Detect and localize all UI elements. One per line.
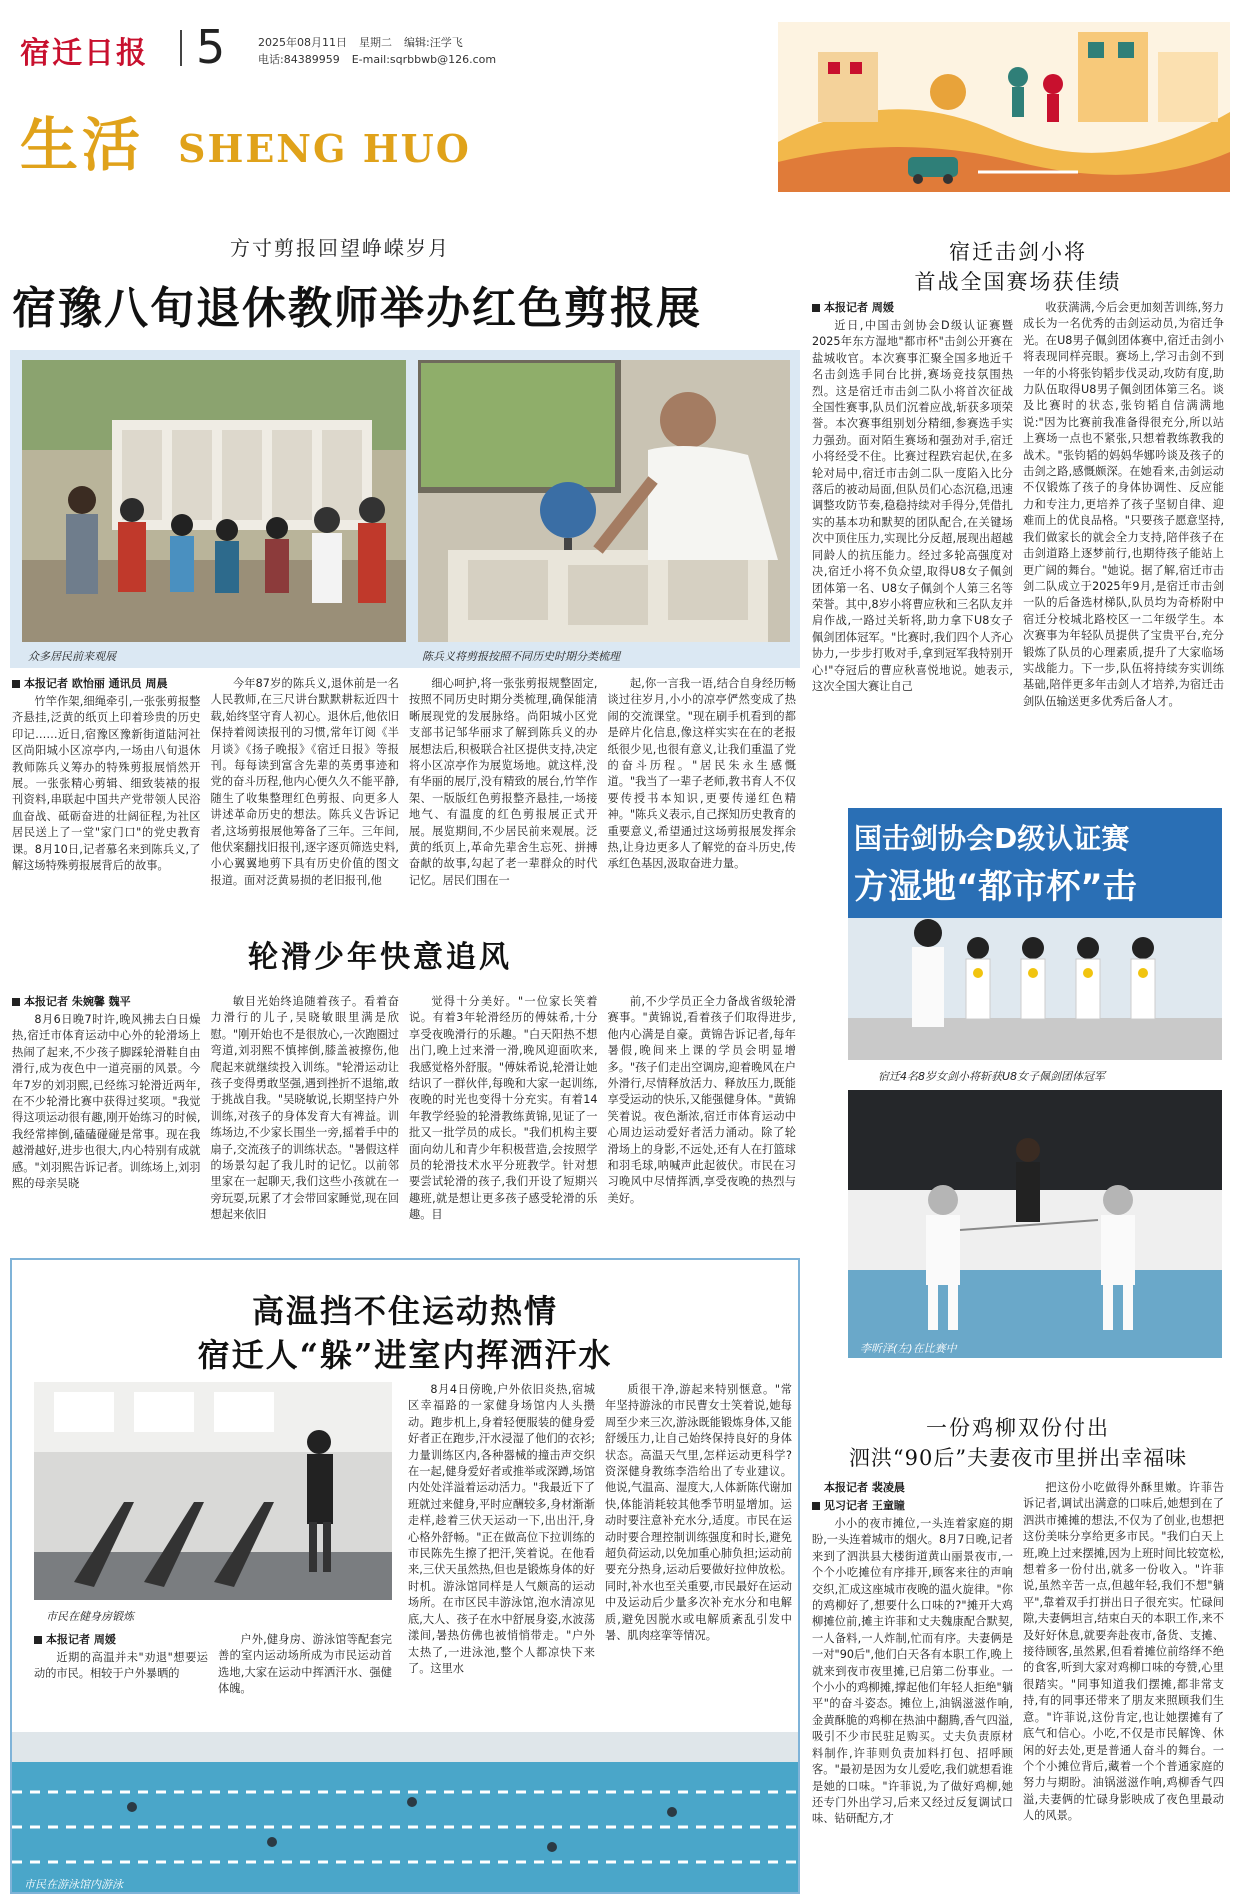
banner-text-1: 国击剑协会D级认证赛 [854,822,1130,855]
article4-paragraph: 收获满满,今后会更加刻苦训练,努力成长为一名优秀的击剑运动员,为宿迁争光。在U8男子佩剑团体赛中,宿迁击剑小将表现同样亮眼。赛场上,学习击剑不到一年的小将张钧韬步伐灵动,攻防有度,助力队伍取得U8男子佩剑团体第三名。谈及比赛时的状态,张钧韬自信满满地说:"因为比赛前我准备得很充分,所以站上赛场一点也不紧张,只想着教练教我的战术。"张钧韬的妈妈华娜吟谈及孩子的击剑之路,感慨颇深。在她看来,击剑运动不仅锻炼了孩子的身体协调性、反应能力和专注力,更培养了孩子坚韧自律、迎难而上的优良品格。"只要孩子愿意坚持,我们做家长的就会全力支持,陪伴孩子在击剑道路上逐梦前行,也期待孩子能站上更广阔的舞台。"她说。据了解,宿迁市击剑二队成立于2025年9月,是宿迁市击剑一队的后备选材梯队,队员均为奇桥附中宿迁分校城北路校区一二年级学生。本次赛事为年轻队员提供了宝贵平台,充分锻炼了队员的心理素质,提升了大家临场实战能力。下一步,队伍将持续夯实训练基础,陪伴更多年击剑人才培养,为宿迁击剑队伍输送更多优秀后备人才。 [1023,301,1224,708]
article3-col-1 [34,1632,208,1724]
article3-headline-1: 高温挡不住运动热情 [251,1292,558,1330]
section-title-cn: 生活 [20,111,145,179]
article5-headline-2: 泗洪“90后”夫妻夜市里拼出幸福味 [848,1446,1188,1470]
article3-body-right [408,1382,792,1722]
masthead-illustration [778,22,1230,192]
editor: 编辑:汪学飞 [404,36,463,49]
issue-weekday: 星期二 [359,36,392,49]
article1-kicker: 方寸剪报回望峥嵘岁月 [230,236,450,260]
article2-col-2 [211,994,400,1220]
article3-body-left [34,1632,392,1724]
article5-body [812,1480,1224,1894]
article5-paragraph: 小小的夜市摊位,一头连着家庭的期盼,一头连着城市的烟火。8月7日晚,记者来到了泗洪县大楼街道黄山丽景夜市,一个个小吃摊位有序排开,顾客来往的声响交织,汇成这座城市夜晚的温火旋律。"你的鸡柳好了,想要什么口味的?"摊开大鸡柳摊位前,摊主许菲和丈夫魏康配合默契,一人备料,一人炸制,忙而有序。夫妻俩是一对"90后",他们白天各有本职工作,晚上就来到夜市夜里摊,已启第二份事业。一个小小的鸡柳摊,撑起他们年轻人拒绝"躺平"的奋斗姿态。摊位上,油锅滋滋作响,金黄酥脆的鸡柳在热油中翻腾,香气四溢,吸引不少市民驻足购买。丈夫负责原材料制作,许菲则负责加料打包、招呼顾客。"最初是因为女儿爱吃,我们就想看谁是她的口味。"许菲说,为了做好鸡柳,她还专门外出学习,后来又经过反复调试口味、钻研配方,才 [812,1517,1013,1826]
caption-teacher-sorting: 陈兵义将剪报按照不同历史时期分类梳理 [422,650,620,663]
photo-swimming-pool [12,1732,798,1892]
article5-byline-1: 本报记者 裴凌晨 [824,1481,905,1494]
article5-byline-2: 见习记者 王童瞳 [812,1498,1013,1514]
photo-fencing-bout [848,1090,1222,1358]
photo-teacher-sorting-clippings [418,360,790,642]
article1-paragraph: 今年87岁的陈兵义,退休前是一名人民教师,在三尺讲台默默耕耘近四十载,始终坚守育人初心。退休后,他依旧保持着阅读报刊的习惯,常年订阅《半月谈》《扬子晚报》《宿迁日报》等报刊。每每读到富含先辈的英勇事迹和党的奋斗历程,他内心便久久不能平静,随生了收集整理红色剪报、向更多人讲述革命历史的想法。陈兵义告诉记者,这场剪报展他筹备了三年。三年间,他伏案翻找旧报刊,逐字逐页筛选史料,小心翼翼地剪下具有历史价值的图文报道。面对泛黄易损的老旧报刊,他 [210,677,399,887]
article4-byline: 本报记者 周媛 [812,300,1013,316]
article2-col-1 [12,994,201,1220]
section-title-en: SHENG HUO [178,126,471,171]
caption-residents-viewing: 众多居民前来观展 [28,650,116,663]
caption-gym: 市民在健身房锻炼 [46,1610,134,1623]
article2-paragraph: 敏目光始终追随着孩子。看着奋力滑行的儿子,吴晓敏眼里满是欣慰。"刚开始也不是很放心,一次跑圈过弯道,刘羽熙不慎摔倒,膝盖被擦伤,他爬起来就继续投入训练。"轮滑运动让孩子变得勇敢坚强,遇到挫折不退缩,敢于挑战自我。"吴晓敏说,长期坚持户外训练,对孩子的身体发育大有裨益。训练场边,不少家长围坐一旁,摇着手中的扇子,交流孩子的训练状态。"暑假这样的场景勾起了我儿时的记忆。以前邻里家在一起聊天,我们这些小孩就在一旁玩耍,玩累了才会带回家睡觉,现在回想起来依旧 [210,995,399,1220]
article2-paragraph: 觉得十分美好。"一位家长笑着说。有着3年轮滑经历的傅妹希,十分享受夜晚滑行的乐趣。"白天阳热不想出门,晚上过来滑一滑,晚风迎面吹来,我感觉格外舒服。"傅妹希说,轮滑让她结识了一群伙伴,每晚和大家一起训练,夜晚的时光也变得十分充实。有着14年教学经验的轮滑教练黄锦,见证了一批又一批学员的成长。"我们机构主要面向幼儿和青少年积极营造,会按照学员的轮滑技术水平分班教学。针对想要尝试轮滑的孩子,我们开设了短期兴趣班,就是想让更多孩子感受轮滑的乐趣。目 [409,995,598,1220]
paper-name: 宿迁日报 [20,36,148,71]
article2-body [12,994,796,1220]
article3-paragraph: 近期的高温并未"劝退"想要运动的市民。相较于户外暴晒的 [34,1651,208,1681]
article2-paragraph: 8月6日晚7时许,晚风拂去白日燥热,宿迁市体育运动中心外的轮滑场上热闹了起来,不少孩子脚踩轮滑鞋自由滑行,成为夜色中一道亮丽的风景。今年7岁的刘羽熙,已经练习轮滑近两年,在不少轮滑比赛中获得过奖项。"我觉得这项运动很有趣,刚开始练习的时候,我经常摔倒,磕磕碰碰是常事。现在我越滑越好,进步也很大,内心特别有成就感。"刘羽熙告诉记者。训练场上,刘羽熙的母亲吴晓 [12,1013,201,1191]
issue-date: 2025年08月11日 [258,36,347,49]
article3-col-3 [408,1382,595,1722]
article1-paragraph: 细心呵护,将一张张剪报规整固定,按照不同历史时期分类梳理,确保能清晰展现党的发展脉络。尚阳城小区党支部书记邹华丽求了解到陈兵义的办展想法后,积极联合社区提供支持,决定将小区凉亭作为展览场地。就这样,没有华丽的展厅,没有精致的展台,竹竿作架、一版版红色剪报整齐悬挂,一场接地气、有温度的红色剪报展正式开展。展览期间,不少居民前来观展。泛黄的纸页上,革命先辈舍生忘死、拼搏奋献的故事,勾起了老一辈群众的时代记忆。居民们围在一 [409,677,598,887]
article4-headline-1: 宿迁击剑小将 [949,240,1087,264]
article2-col-4 [608,994,797,1220]
article4-col-2 [1023,300,1224,798]
article1-col-1 [12,676,201,892]
article1-col-4 [608,676,797,892]
article5-col-1 [812,1480,1013,1894]
email: E-mail:sqrbbwb@126.com [351,53,497,66]
article1-headline: 宿豫八旬退休教师举办红色剪报展 [12,283,702,334]
article5-col-2 [1023,1480,1224,1894]
article5-paragraph: 把这份小吃做得外酥里嫩。许菲告诉记者,调试出满意的口味后,她想到在了泗洪市摊摊的想法,不仅为了创业,也想把这份美味分享给更多市民。"我们白天上班,晚上过来摆摊,因为上班时间比较宽松,想着多一份付出,就多一份收入。"许菲说,虽然辛苦一点,但越年轻,我们不想"躺平",靠着双手打拼出日子很充实。忙碌间隙,夫妻俩坦言,结束白天的本职工作,来不及好好休息,就要奔赴夜市,备货、支摊、接待顾客,虽然累,但看着摊位前络绎不绝的食客,听到大家对鸡柳口味的夸赞,心里很踏实。"同事知道我们摆摊,都非常支持,有的同事还带来了朋友来照顾我们生意。"许菲说,这份肯定,也让她摆摊有了底气和信心。小吃,不仅是市民解馋、休闲的好去处,更是普通人奋斗的舞台。一个个小摊位背后,藏着一个个普通家庭的努力与期盼。油锅滋滋作响,鸡柳香气四溢,夫妻俩的忙碌身影映成了夜色里最动人的风景。 [1023,1481,1224,1823]
photo-gym [34,1382,392,1600]
article4-col-1 [812,300,1013,798]
article2-byline: 本报记者 朱婉馨 魏平 [12,994,201,1010]
caption-fencing-bout: 李昕泽(左)在比赛中 [860,1342,957,1355]
article3-paragraph: 户外,健身房、游泳馆等配套完善的室内运动场所成为市民运动首选地,大家在运动中挥洒汗水、强健体魄。 [218,1633,392,1696]
photo-fencing-podium [848,808,1222,1060]
photo-residents-viewing [22,360,406,642]
article3-paragraph: 8月4日傍晚,户外依旧炎热,宿城区幸福路的一家健身场馆内人头攒动。跑步机上,身着轻便服装的健身爱好者正在跑步,汗水浸湿了他们的衣衫;力量训练区内,各种器械的撞击声交织在一起,健身爱好者或推举或深蹲,场馆内处处洋溢着运动活力。"我最近下了班就过来健身,平时应酬较多,身材渐渐走样,趁着三伏天运动一下,出出汗,身心格外舒畅。"正在做高位下拉训练的市民陈先生擦了把汗,笑着说。在他看来,三伏天虽然热,但也是锻炼身体的好时机。游泳馆同样是人气颇高的运动场所。在市区民丰游泳馆,泡水清凉见底,大人、孩子在水中舒展身姿,水波荡漾间,暑热仿佛也被悄悄带走。"户外太热了,一进泳池,整个人都凉快下来了。这里水 [408,1383,595,1675]
article2-col-3 [409,994,598,1220]
article5-headline-1: 一份鸡柳双份付出 [926,1416,1110,1440]
phone: 电话:84389959 [258,53,340,66]
article1-col-2 [211,676,400,892]
article1-paragraph: 竹竿作架,细绳牵引,一张张剪报整齐悬挂,泛黄的纸页上印着珍贵的历史印记……近日,宿豫区豫新街道陆河社区尚阳城小区凉亭内,一场由八旬退休教师陈兵义筹办的特殊剪报展悄然开展。一张张精心剪辑、细致装裱的报刊资料,串联起中国共产党带领人民浴血奋战、砥砺奋进的壮阔征程,为社区居民送上了一堂"家门口"的党史教育课。8月10日,记者慕名来到陈兵义,了解这场特殊剪报展背后的故事。 [12,695,201,873]
article1-body [12,676,796,892]
article3-byline: 本报记者 周媛 [34,1632,208,1648]
caption-fencing-podium: 宿迁4名8岁女剑小将斩获U8女子佩剑团体冠军 [878,1070,1106,1083]
article2-headline: 轮滑少年快意追风 [248,940,512,975]
masthead-divider [180,30,182,66]
article1-col-3 [409,676,598,892]
masthead [0,0,1236,195]
article3-col-4 [605,1382,792,1722]
banner-text-2: 方湿地“都市杯”击 [854,867,1137,907]
article4-headline-2: 首战全国赛场获佳绩 [914,270,1122,294]
article3-headline-2: 宿迁人“躲”进室内挥洒汗水 [197,1336,613,1374]
article4-body [812,300,1224,798]
article2-paragraph: 前,不少学员正全力备战省级轮滑赛事。"黄锦说,看着孩子们取得进步,他内心满是自豪。黄锦告诉记者,每年暑假,晚间来上课的学员会明显增多。"孩子们走出空调房,迎着晚风在户外滑行,尽情释放活力、释放压力,既能享受运动的快乐,又能强健身体。"黄锦笑着说。夜色渐浓,宿迁市体育运动中心周边运动爱好者活力涌动。除了轮滑场上的身影,不远处,还有人在打篮球和羽毛球,呐喊声此起彼伏。市民在习习晚风中尽情挥洒,享受夜晚的热烈与美好。 [607,995,796,1205]
page-number: 5 [196,20,226,74]
article4-paragraph: 近日,中国击剑协会D级认证赛暨2025年东方湿地"都市杯"击剑公开赛在盐城收官。本次赛事汇聚全国多地近千名击剑选手同台比拼,赛场竞技氛围热烈。这是宿迁市击剑二队小将首次征战全国性赛事,队员们沉着应战,斩获多项荣誉。本次赛事组别划分精细,参赛选手实力强劲。面对陌生赛场和强劲对手,宿迁小将经受不住。比赛过程跌宕起伏,在多轮对局中,宿迁市击剑二队一度陷入比分落后的被动局面,但队员们心态沉稳,迅速调整攻防节奏,稳稳持续对手得分,凭借扎实的基本功和默契的团队配合,在关键场次中顶住压力,实现比分反超,展现出超越同龄人的抗压能力。经过多轮高强度对决,宿迁小将不负众望,取得U8女子佩剑团体第一名、U8女子佩剑个人第三名等荣誉。其中,8岁小将曹应秋和三名队友并肩作战,一路过关斩将,助力拿下U8女子佩剑团体冠军。"比赛时,我们四个人齐心协力,一步步打败对手,拿到冠军我特别开心!"夺冠后的曹应秋喜悦地说。她表示,这次全国大赛让自己 [812,319,1013,693]
caption-swimming-pool: 市民在游泳馆内游泳 [24,1878,123,1891]
article1-paragraph: 起,你一言我一语,结合自身经历畅谈过往岁月,小小的凉亭俨然变成了热闹的交流课堂。"现在刷手机看到的都是碎片化信息,像这样实实在在的老报纸很少见,也很有意义,让我们重温了党的奋斗历程。"居民朱永生感慨道。"我当了一辈子老师,教书育人不仅要传授书本知识,更要传递红色精神。"陈兵义表示,自己探知历史教育的重要意义,希望通过这场剪报展发挥余热,让身边更多人了解党的奋斗历史,传承红色基因,汲取奋进力量。 [607,677,796,871]
article3-col-2 [218,1632,392,1724]
masthead-meta [258,34,508,68]
article3-paragraph: 质很干净,游起来特别惬意。"常年坚持游泳的市民曹女士笑着说,她每周至少来三次,游泳既能锻炼身体,又能舒缓压力,让自己始终保持良好的身体状态。高温天气里,怎样运动更科学?资深健身教练李浩给出了专业建议。他说,气温高、湿度大,人体新陈代谢加快,体能消耗较其他季节明显增加。运动时要注意补充水分,适度。市民在运动时要合理控制训练强度和时长,避免超负荷运动,以免加重心肺负担;运动前要充分热身,运动后要做好拉伸放松。同时,补水也至关重要,市民最好在运动中及运动后少量多次补充水分和电解质,避免因脱水或电解质紊乱引发中暑、肌肉痉挛等情况。 [605,1383,792,1643]
article1-byline: 本报记者 欧怡丽 通讯员 周晨 [12,676,201,692]
